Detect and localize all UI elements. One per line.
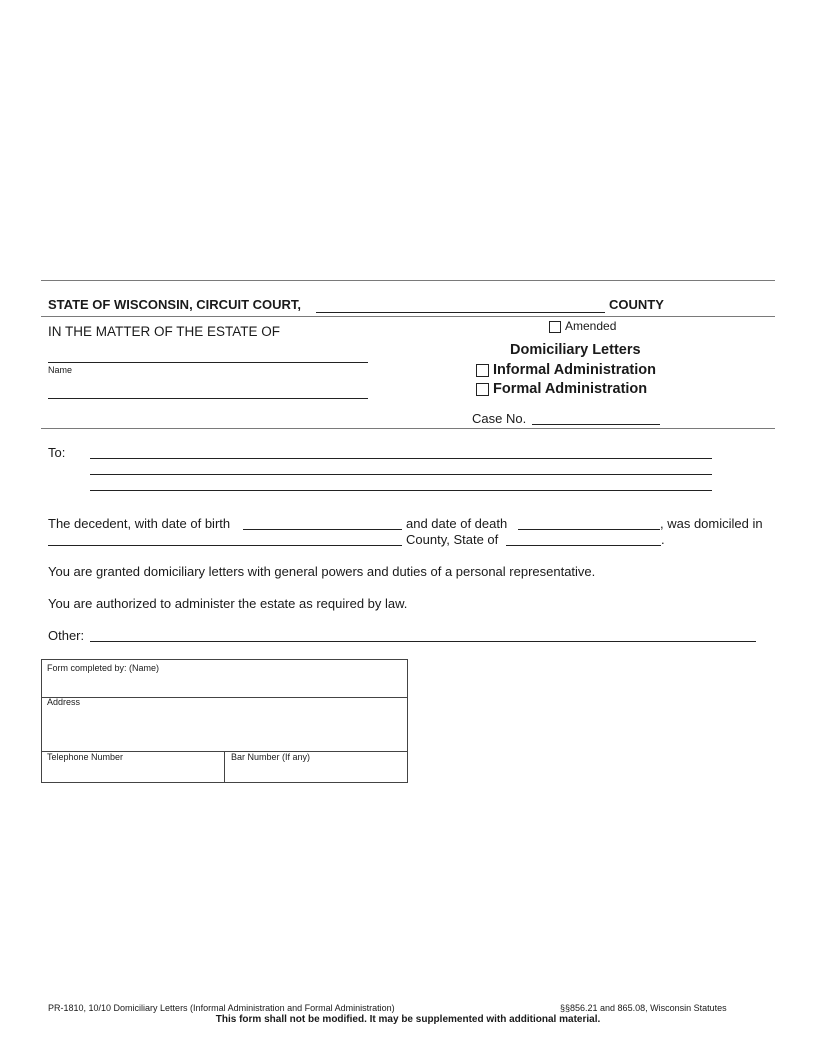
case-no-label: Case No.: [472, 411, 527, 426]
to-line-2[interactable]: [90, 474, 712, 475]
amended-checkbox[interactable]: [549, 321, 561, 333]
date-of-death-text: and date of death: [406, 516, 508, 531]
formal-label: Formal Administration: [493, 381, 648, 397]
period: .: [661, 532, 665, 547]
box-divider-1: [41, 697, 408, 698]
informal-label: Informal Administration: [493, 362, 656, 378]
decedent-text: The decedent, with date of birth: [48, 516, 231, 531]
footer-form-id: PR-1810, 10/10 Domiciliary Letters (Informal Administration and Formal Administration): [48, 1003, 395, 1013]
granted-text: You are granted domiciliary letters with general powers and duties of a personal representative.: [48, 564, 596, 579]
to-label: To:: [48, 445, 66, 460]
formal-checkbox[interactable]: [476, 383, 489, 396]
amended-label: Amended: [565, 319, 617, 333]
other-field[interactable]: [90, 641, 756, 642]
to-line-1[interactable]: [90, 458, 712, 459]
domicile-state-field[interactable]: [506, 545, 661, 546]
telephone-label: Telephone Number: [47, 752, 124, 762]
date-of-birth-field[interactable]: [243, 529, 402, 530]
court-prefix: STATE OF WISCONSIN, CIRCUIT COURT,: [48, 297, 302, 312]
to-line-3[interactable]: [90, 490, 712, 491]
county-suffix: COUNTY: [609, 297, 664, 312]
estate-name-field[interactable]: [48, 362, 368, 363]
estate-name-field-2[interactable]: [48, 398, 368, 399]
caption-rule: [41, 316, 775, 317]
address-label: Address: [47, 697, 81, 707]
informal-checkbox[interactable]: [476, 364, 489, 377]
county-state-text: County, State of: [406, 532, 499, 547]
caption-bottom-rule: [41, 428, 775, 429]
authorized-text: You are authorized to administer the estate as required by law.: [48, 596, 408, 611]
county-field[interactable]: [316, 312, 605, 313]
other-label: Other:: [48, 628, 85, 643]
case-no-field[interactable]: [532, 424, 660, 425]
top-rule: [41, 280, 775, 281]
form-title: Domiciliary Letters: [510, 342, 641, 358]
date-of-death-field[interactable]: [518, 529, 660, 530]
footer-statutes: §§856.21 and 865.08, Wisconsin Statutes: [560, 1003, 727, 1013]
domiciled-text: , was domiciled in: [660, 516, 763, 531]
box-vertical-divider: [224, 751, 225, 783]
footer-notice: This form shall not be modified. It may be supplemented with additional material.: [215, 1014, 601, 1025]
domicile-county-field[interactable]: [48, 545, 402, 546]
bar-number-label: Bar Number (If any): [231, 752, 311, 762]
completed-by-label: Form completed by: (Name): [47, 663, 160, 673]
name-label: Name: [48, 365, 73, 375]
matter-label: IN THE MATTER OF THE ESTATE OF: [48, 324, 281, 339]
